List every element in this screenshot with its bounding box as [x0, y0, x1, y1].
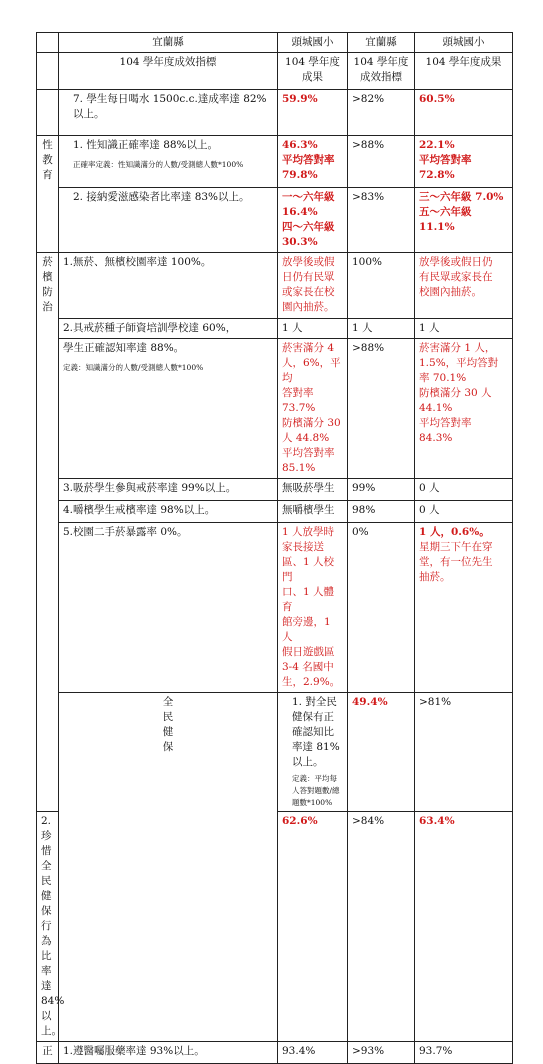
header-county: 宜蘭縣 — [59, 33, 278, 53]
tobacco-row-5 — [37, 501, 513, 523]
nhi-indicator-1: 1. 對全民健保有正確認知比率達 81%以上。 定義：平均每人答對題數/總題數*100% — [278, 693, 348, 812]
nhi-row-1 — [37, 693, 513, 812]
header-blank-cell — [37, 33, 59, 53]
tobacco-indicator-4: 3.吸菸學生參與戒菸率達 99%以上。 — [59, 479, 278, 501]
medication-category: 正 — [37, 1042, 59, 1064]
tobacco-target-3: >88% — [348, 339, 415, 479]
nhi-target-1: >81% — [415, 693, 513, 812]
tobacco-row-2 — [37, 319, 513, 339]
tobacco-target-6: 0% — [348, 523, 415, 693]
nhi-category: 全 民 健 保 — [59, 693, 278, 1042]
tobacco-row-4 — [37, 479, 513, 501]
sex-ed-indicator-2: 2. 接納愛滋感染者比率達 83%以上。 — [59, 188, 278, 253]
sex-ed-category: 性 教 育 — [37, 136, 59, 253]
water-county-result: 59.9% — [278, 90, 348, 136]
tobacco-school-result-6: 1 人，0.6%。 星期三下午在穿 堂，有一位先生 抽菸。 — [415, 523, 513, 693]
sex-ed-county-result-2: 一～六年級 16.4% 四～六年級 30.3% — [278, 188, 348, 253]
water-indicator: 7. 學生每日喝水 1500c.c.達成率達 82%以上。 — [59, 90, 278, 136]
nhi-county-result-2: 62.6% — [278, 812, 348, 1042]
nhi-note: 定義：平均每人答對題數/總題數*100% — [292, 774, 340, 807]
header-county-2: 宜蘭縣 — [348, 33, 415, 53]
water-target: >82% — [348, 90, 415, 136]
header-result-2: 104 學年度成果 — [415, 53, 513, 90]
sex-ed-school-result-1: 22.1% 平均答對率 72.8% — [415, 136, 513, 188]
sex-ed-target-2: >83% — [348, 188, 415, 253]
nhi-school-result-2: 63.4% — [415, 812, 513, 1042]
tobacco-indicator-5: 4.嚼檳學生戒檳率達 98%以上。 — [59, 501, 278, 523]
tobacco-target-1: 100% — [348, 253, 415, 319]
sex-ed-school-result-2: 三～六年級 7.0% 五～六年級 11.1% — [415, 188, 513, 253]
sex-ed-row-2 — [37, 188, 513, 253]
header-blank-cell-2 — [37, 53, 59, 90]
tobacco-indicator-2: 2.具戒菸種子師資培訓學校達 60%， — [59, 319, 278, 339]
nhi-county-result-1: 49.4% — [348, 693, 415, 812]
sex-ed-target-1: >88% — [348, 136, 415, 188]
tobacco-target-4: 99% — [348, 479, 415, 501]
tobacco-school-result-4: 0 人 — [415, 479, 513, 501]
tobacco-school-result-3: 菸害滿分 1 人， 1.5%，平均答對 率 70.1% 防檳滿分 30 人 44.1% 平均答對率 84.3% — [415, 339, 513, 479]
medication-target: >93% — [348, 1042, 415, 1064]
header-row-2 — [37, 53, 513, 90]
header-result: 104 學年度成果 — [278, 53, 348, 90]
medication-county-result: 93.4% — [278, 1042, 348, 1064]
tobacco-county-result-2: 1 人 — [278, 319, 348, 339]
tobacco-indicator-3: 學生正確認知率達 88%。 定義：知識滿分的人數/受測總人數*100% — [59, 339, 278, 479]
water-category-cell — [37, 90, 59, 136]
water-school-result: 60.5% — [415, 90, 513, 136]
tobacco-county-result-5: 無嚼檳學生 — [278, 501, 348, 523]
tobacco-county-result-1: 放學後或假 日仍有民眾 或家長在校 園內抽菸。 — [278, 253, 348, 319]
medication-school-result: 93.7% — [415, 1042, 513, 1064]
nhi-target-2: >84% — [348, 812, 415, 1042]
sex-ed-county-result-1: 46.3% 平均答對率 79.8% — [278, 136, 348, 188]
tobacco-school-result-2: 1 人 — [415, 319, 513, 339]
water-row — [37, 90, 513, 136]
header-target: 104 學年度成效指標 — [348, 53, 415, 90]
nhi-indicator-2: 2.珍惜全民健保行為比率達 84%以上。 — [37, 812, 59, 1042]
tobacco-indicator-1: 1.無菸、無檳校園率達 100%。 — [59, 253, 278, 319]
tobacco-school-result-5: 0 人 — [415, 501, 513, 523]
medication-row — [37, 1042, 513, 1064]
tobacco-row-1 — [37, 253, 513, 319]
medication-indicator: 1.遵醫囑服藥率達 93%以上。 — [59, 1042, 278, 1064]
header-indicator: 104 學年度成效指標 — [59, 53, 278, 90]
tobacco-target-2: 1 人 — [348, 319, 415, 339]
header-row-1 — [37, 33, 513, 53]
tobacco-county-result-6: 1 人放學時 家長接送 區、1 人校門 口、1 人體育 館旁邊，1 人 假日遊戲區 3-4 名國中 生，2.9%。 — [278, 523, 348, 693]
tobacco-school-result-1: 放學後或假日仍 有民眾或家長在 校園內抽菸。 — [415, 253, 513, 319]
tobacco-target-5: 98% — [348, 501, 415, 523]
sex-ed-indicator-1: 1. 性知識正確率達 88%以上。 正確率定義：性知識滿分的人數/受測總人數*100% — [59, 136, 278, 188]
header-school-2: 頭城國小 — [415, 33, 513, 53]
sex-ed-note: 正確率定義：性知識滿分的人數/受測總人數*100% — [73, 160, 244, 169]
header-school: 頭城國小 — [278, 33, 348, 53]
tobacco-category: 菸 檳 防 治 — [37, 253, 59, 812]
tobacco-row-6 — [37, 523, 513, 693]
tobacco-indicator-6: 5.校園二手菸暴露率 0%。 — [59, 523, 278, 693]
tobacco-county-result-4: 無吸菸學生 — [278, 479, 348, 501]
tobacco-note: 定義：知識滿分的人數/受測總人數*100% — [63, 363, 204, 372]
sex-ed-row-1 — [37, 136, 513, 188]
indicator-table — [36, 32, 513, 1064]
tobacco-county-result-3: 菸害滿分 4 人，6%，平均 答對率 73.7% 防檳滿分 30 人 44.8% 平均答對率 85.1% — [278, 339, 348, 479]
tobacco-row-3 — [37, 339, 513, 479]
